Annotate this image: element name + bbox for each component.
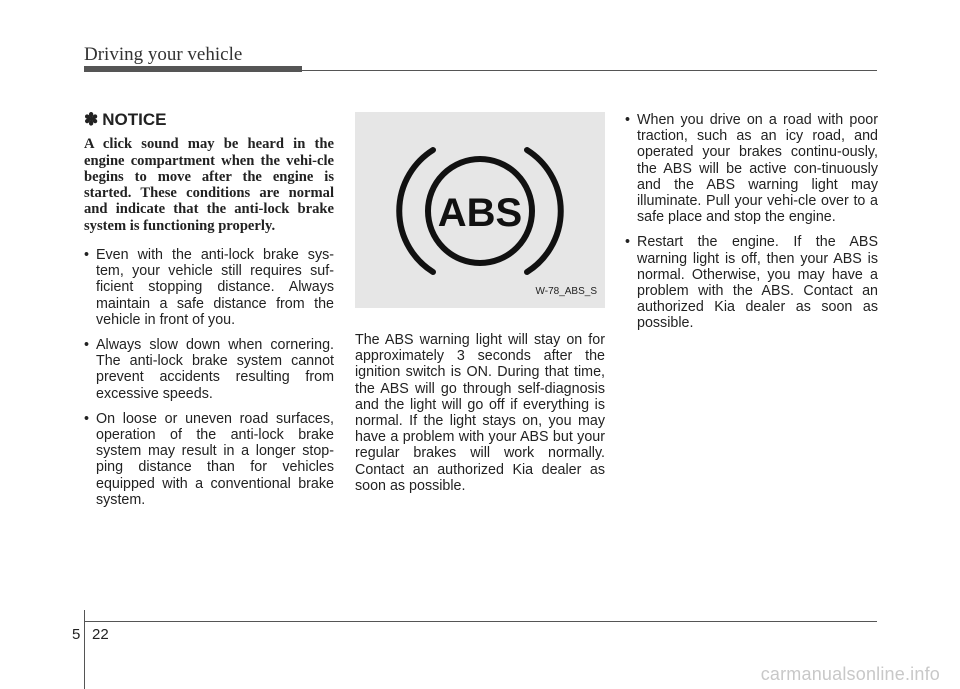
abs-icon-text: ABS	[437, 191, 523, 235]
list-item: • When you drive on a road with poor traction, such as an icy road, and operated your brakes continu-ously, the ABS will be active con-tinuously and the ABS warning light may illuminate. Pull your vehi-cle over to a safe place and stop the engine.	[625, 112, 878, 225]
abs-paragraph: The ABS warning light will stay on for approximately 3 seconds after the ignition switch is ON. During that time, the ABS will go through self-diagnosis and the light will go off if everything is normal. If the light stays on, you may have a problem with your ABS but your regular brakes will work normally. Contact an authorized Kia dealer as soon as possible.	[355, 332, 605, 494]
watermark: carmanualsonline.info	[760, 664, 940, 684]
footer-rule	[84, 621, 877, 622]
notice-body: A click sound may be heard in the engine compartment when the vehi-cle begins to move after the engine is started. These conditions are normal and indicate that the anti-lock brake system is functioning properly.	[84, 136, 334, 234]
notice-star-icon: ✽	[84, 110, 99, 129]
notice-heading	[84, 112, 334, 128]
header-rule-thin	[302, 70, 877, 71]
abs-warning-figure	[355, 112, 605, 308]
page-number: 22	[92, 626, 109, 643]
list-item: • On loose or uneven road surfaces, operation of the anti-lock brake system may result in a longer stop-ping distance than for vehicles equipped with a conventional brake system.	[84, 411, 334, 508]
left-bullet-list	[84, 247, 334, 508]
list-item: • Always slow down when cornering. The anti-lock brake system cannot prevent accidents resulting from excessive speeds.	[84, 337, 334, 402]
right-bullet-list	[625, 112, 878, 332]
column-right	[625, 112, 878, 341]
header-rule-thick	[84, 66, 302, 72]
section-number: 5	[72, 626, 81, 643]
figure-caption: W-78_ABS_S	[535, 285, 597, 297]
footer-separator	[84, 610, 85, 689]
notice-title: NOTICE	[102, 110, 167, 129]
abs-warning-light-icon	[355, 112, 605, 308]
page-header-title: Driving your vehicle	[84, 44, 243, 65]
list-item: • Even with the anti-lock brake sys-tem, your vehicle still requires suf-ficient stopping distance. Always maintain a safe distance from the vehicle in front of you.	[84, 247, 334, 328]
column-left	[84, 112, 334, 517]
column-middle	[355, 112, 605, 494]
list-item: • Restart the engine. If the ABS warning light is off, then your ABS is normal. Otherwise, you may have a problem with the ABS. Contact an authorized Kia dealer as soon as possible.	[625, 234, 878, 331]
